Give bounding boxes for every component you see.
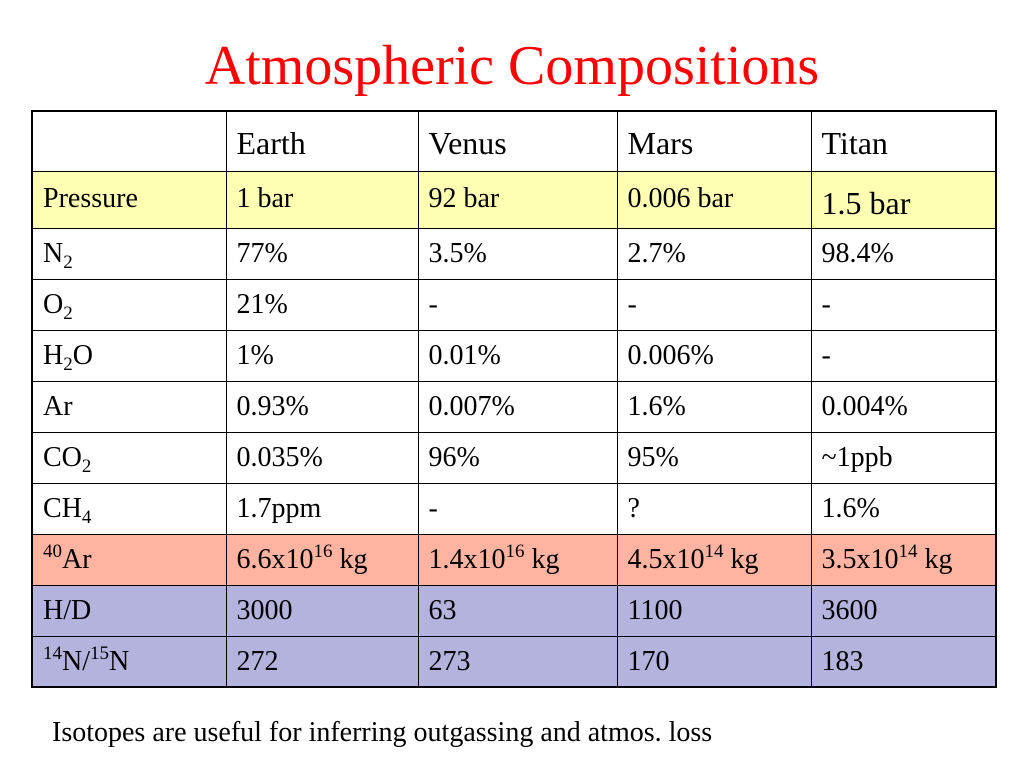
cell-venus: 0.007% — [418, 381, 617, 432]
table-row-co2 — [32, 432, 996, 483]
slide-title: Atmospheric Compositions — [204, 35, 820, 97]
cell-mars: 95% — [617, 432, 811, 483]
cell-earth: 1.7ppm — [226, 483, 418, 534]
cell-mars: 0.006% — [617, 330, 811, 381]
cell-venus: 92 bar — [418, 171, 617, 228]
row-label: $CH_4$ — [32, 483, 226, 534]
cell-mars: ? — [617, 483, 811, 534]
row-label: $N_2$ — [32, 228, 226, 279]
table-header-row — [32, 111, 996, 171]
cell-venus: 3.5% — [418, 228, 617, 279]
cell-mars: $4.5x10^{14}$ kg — [617, 534, 811, 585]
row-label: $^{40}$Ar — [32, 534, 226, 585]
row-label: $CO_2$ — [32, 432, 226, 483]
table-row-h-d — [32, 585, 996, 636]
cell-titan: 0.004% — [811, 381, 996, 432]
row-label: Pressure — [32, 171, 226, 228]
cell-mars: - — [617, 279, 811, 330]
cell-earth: 1 bar — [226, 171, 418, 228]
cell-earth: 3000 — [226, 585, 418, 636]
header-cell-venus: Venus — [418, 111, 617, 171]
table-row-o2 — [32, 279, 996, 330]
cell-titan: 1.5 bar — [811, 171, 996, 228]
row-label: H/D — [32, 585, 226, 636]
cell-venus: 63 — [418, 585, 617, 636]
cell-earth: 272 — [226, 636, 418, 687]
header-cell-mars: Mars — [617, 111, 811, 171]
cell-venus: 273 — [418, 636, 617, 687]
cell-mars: 0.006 bar — [617, 171, 811, 228]
cell-titan: 98.4% — [811, 228, 996, 279]
cell-venus: 0.01% — [418, 330, 617, 381]
table-row-ar — [32, 381, 996, 432]
table-row-n2 — [32, 228, 996, 279]
table-row-n14-n15 — [32, 636, 996, 687]
cell-venus: - — [418, 279, 617, 330]
row-label: $O_2$ — [32, 279, 226, 330]
cell-earth: 1% — [226, 330, 418, 381]
cell-venus: 96% — [418, 432, 617, 483]
composition-table — [31, 110, 997, 688]
cell-titan: ~1ppb — [811, 432, 996, 483]
table-row-ch4 — [32, 483, 996, 534]
cell-earth: 77% — [226, 228, 418, 279]
slide-caption: Isotopes are useful for inferring outgassing and atmos. loss — [52, 717, 713, 748]
header-cell-titan: Titan — [811, 111, 996, 171]
table-row-h2o — [32, 330, 996, 381]
cell-mars: 2.7% — [617, 228, 811, 279]
row-label: $H_2O$ — [32, 330, 226, 381]
row-label: $^{14}$N/$^{15}$N — [32, 636, 226, 687]
cell-titan: 1.6% — [811, 483, 996, 534]
header-cell-empty — [32, 111, 226, 171]
table-row-pressure — [32, 171, 996, 228]
table-row-argon40 — [32, 534, 996, 585]
cell-mars: 1100 — [617, 585, 811, 636]
cell-titan: - — [811, 279, 996, 330]
cell-earth: 0.035% — [226, 432, 418, 483]
header-cell-earth: Earth — [226, 111, 418, 171]
cell-venus: $1.4x10^{16}$ kg — [418, 534, 617, 585]
cell-venus: - — [418, 483, 617, 534]
row-label: Ar — [32, 381, 226, 432]
cell-earth: $6.6x10^{16}$ kg — [226, 534, 418, 585]
cell-titan: $3.5x10^{14}$ kg — [811, 534, 996, 585]
cell-earth: 21% — [226, 279, 418, 330]
cell-titan: - — [811, 330, 996, 381]
cell-titan: 183 — [811, 636, 996, 687]
cell-titan: 3600 — [811, 585, 996, 636]
cell-earth: 0.93% — [226, 381, 418, 432]
cell-mars: 1.6% — [617, 381, 811, 432]
cell-mars: 170 — [617, 636, 811, 687]
